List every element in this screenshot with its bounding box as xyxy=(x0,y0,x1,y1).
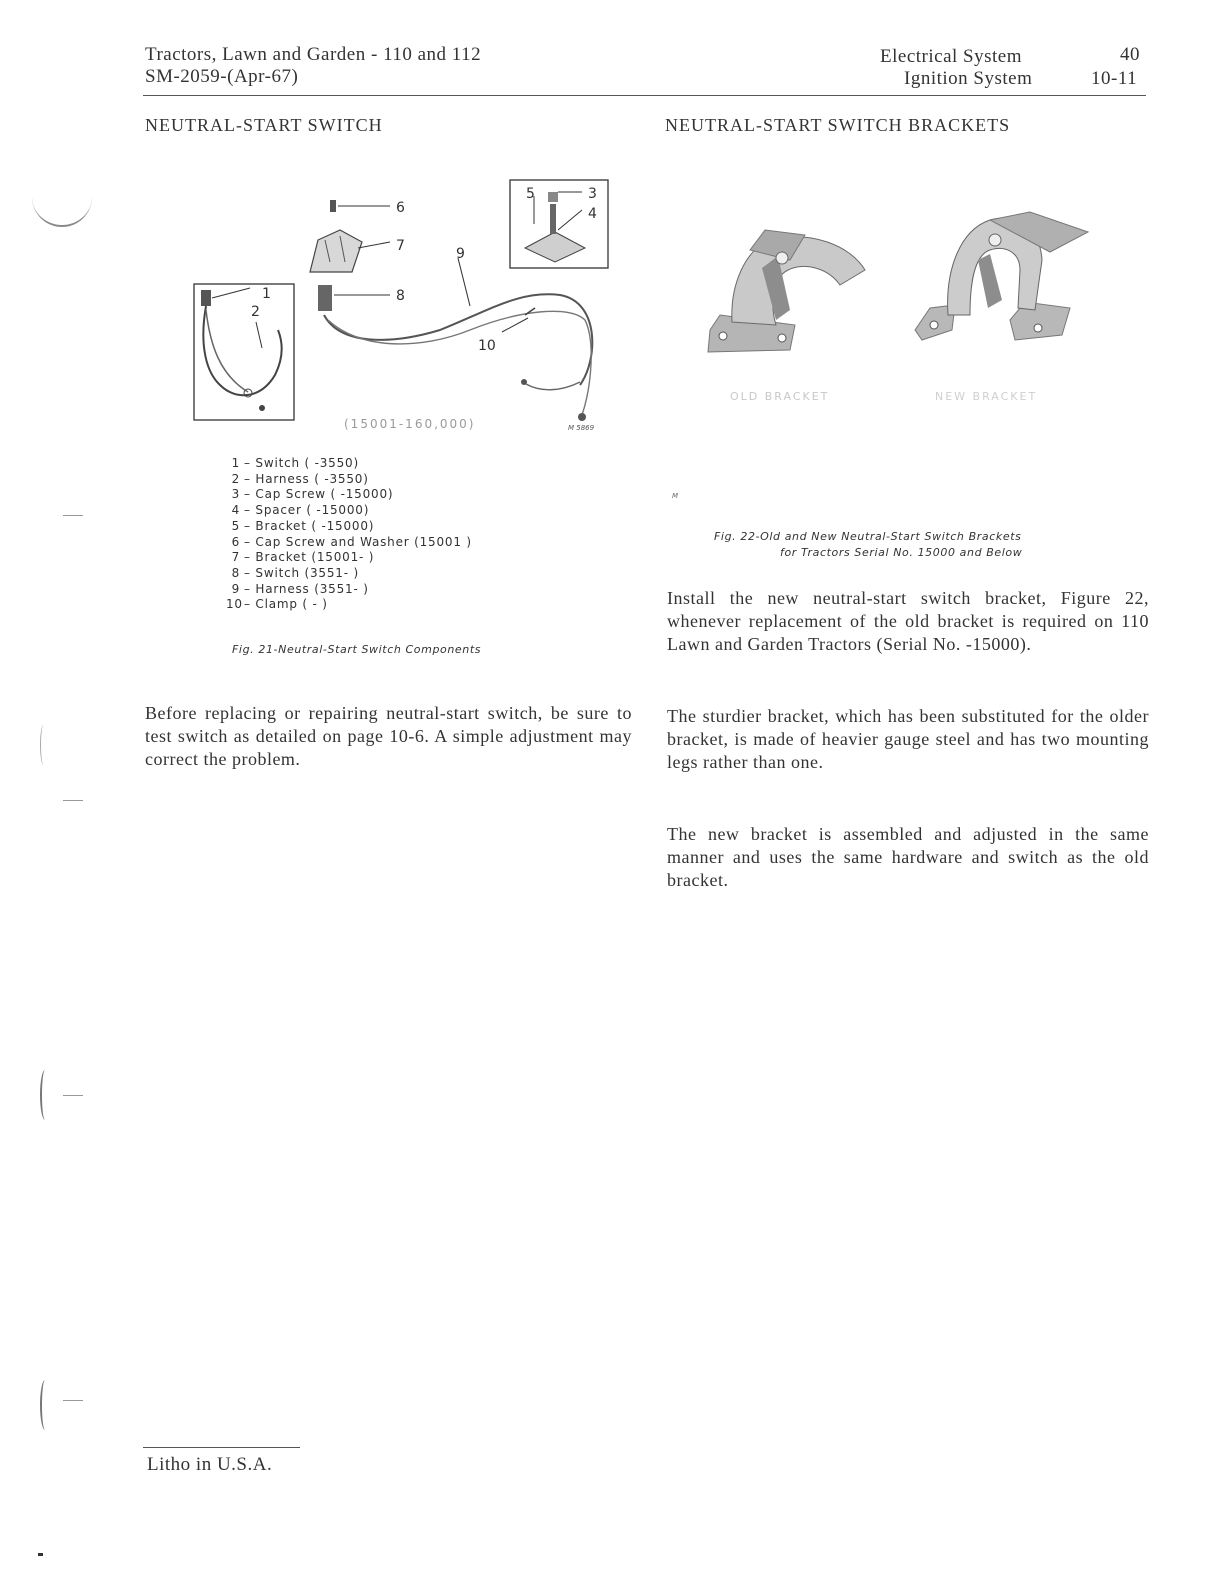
callout-5: 5 xyxy=(526,186,535,202)
figure-code: M 5869 xyxy=(568,424,595,432)
callout-9: 9 xyxy=(456,246,465,262)
legend-item: 10– Clamp ( - ) xyxy=(226,597,328,612)
legend-item: 4 – Spacer ( -15000) xyxy=(231,503,370,518)
callout-1: 1 xyxy=(262,286,271,302)
label-new-bracket: NEW BRACKET xyxy=(935,390,1038,403)
header-right-line2: Ignition System xyxy=(904,68,1033,89)
left-section-title: NEUTRAL-START SWITCH xyxy=(145,115,383,135)
right-paragraph-2: The sturdier bracket, which has been substituted for the older bracket, is made of heavier gauge steel and has two mounting legs rather than one. xyxy=(667,706,1149,772)
header-page-number: 10-11 xyxy=(1091,68,1138,89)
callout-10: 10 xyxy=(478,338,496,354)
header-left-line2: SM-2059-(Apr-67) xyxy=(145,66,299,87)
legend-item: 9 – Harness (3551- ) xyxy=(231,581,369,596)
switch-components-diagram xyxy=(190,170,650,440)
right-paragraph-1: Install the new neutral-start switch bracket, Figure 22, whenever replacement of the old bracket is required on 110 Lawn and Garden Tractors (Serial No. -15000). xyxy=(667,588,1149,654)
brackets-photo xyxy=(690,190,1110,415)
legend-item: 3 – Cap Screw ( -15000) xyxy=(231,487,394,502)
callout-2: 2 xyxy=(251,304,260,320)
right-paragraph-3: The new bracket is assembled and adjusted in the same manner and uses the same hardware and switch as the old bracket. xyxy=(667,824,1149,890)
binder-curve-mark xyxy=(40,725,47,765)
margin-tick xyxy=(63,1400,83,1401)
legend-item: 5 – Bracket ( -15000) xyxy=(231,518,375,533)
legend-item: 6 – Cap Screw and Washer (15001 ) xyxy=(231,534,472,549)
new-bracket-image xyxy=(915,212,1088,340)
footer-rule xyxy=(143,1447,300,1448)
binder-curve-mark xyxy=(40,1380,50,1430)
header-right-line1: Electrical System xyxy=(880,46,1022,67)
callout-4: 4 xyxy=(588,206,597,222)
margin-tick xyxy=(63,515,83,516)
margin-tick xyxy=(63,800,83,801)
binder-curve-mark xyxy=(40,1070,50,1120)
page-dot xyxy=(38,1553,43,1556)
left-paragraph: Before replacing or repairing neutral-start switch, be sure to test switch as detailed on page 10-6. A simple adjustment may correct the problem. xyxy=(145,703,632,769)
legend-item: 8 – Switch (3551- ) xyxy=(231,565,359,580)
callout-6: 6 xyxy=(396,200,405,216)
callout-3: 3 xyxy=(588,186,597,202)
old-bracket-image xyxy=(708,230,865,352)
callout-7: 7 xyxy=(396,238,405,254)
legend-item: 2 – Harness ( -3550) xyxy=(231,471,369,486)
binder-hole-mark xyxy=(32,195,92,227)
header-page-top: 40 xyxy=(1120,44,1140,65)
legend-item: 1 – Switch ( -3550) xyxy=(231,456,359,470)
margin-tick xyxy=(63,1095,83,1096)
header-rule xyxy=(143,95,1146,96)
figure-22-code: M xyxy=(672,492,679,500)
figure-22-caption-line2: for Tractors Serial No. 15000 and Below xyxy=(780,546,1023,559)
right-section-title: NEUTRAL-START SWITCH BRACKETS xyxy=(665,115,1011,135)
figure-22-caption-line1: Fig. 22-Old and New Neutral-Start Switch Brackets xyxy=(714,530,1022,543)
figure-serial-range: (15001-160,000) xyxy=(344,417,476,431)
header-left-line1: Tractors, Lawn and Garden - 110 and 112 xyxy=(145,44,482,65)
component-legend xyxy=(226,456,472,613)
label-old-bracket: OLD BRACKET xyxy=(730,390,830,403)
legend-item: 7 – Bracket (15001- ) xyxy=(231,550,375,565)
callout-8: 8 xyxy=(396,288,405,304)
footer-litho: Litho in U.S.A. xyxy=(147,1454,273,1475)
figure-21-caption: Fig. 21-Neutral-Start Switch Components xyxy=(232,643,482,656)
